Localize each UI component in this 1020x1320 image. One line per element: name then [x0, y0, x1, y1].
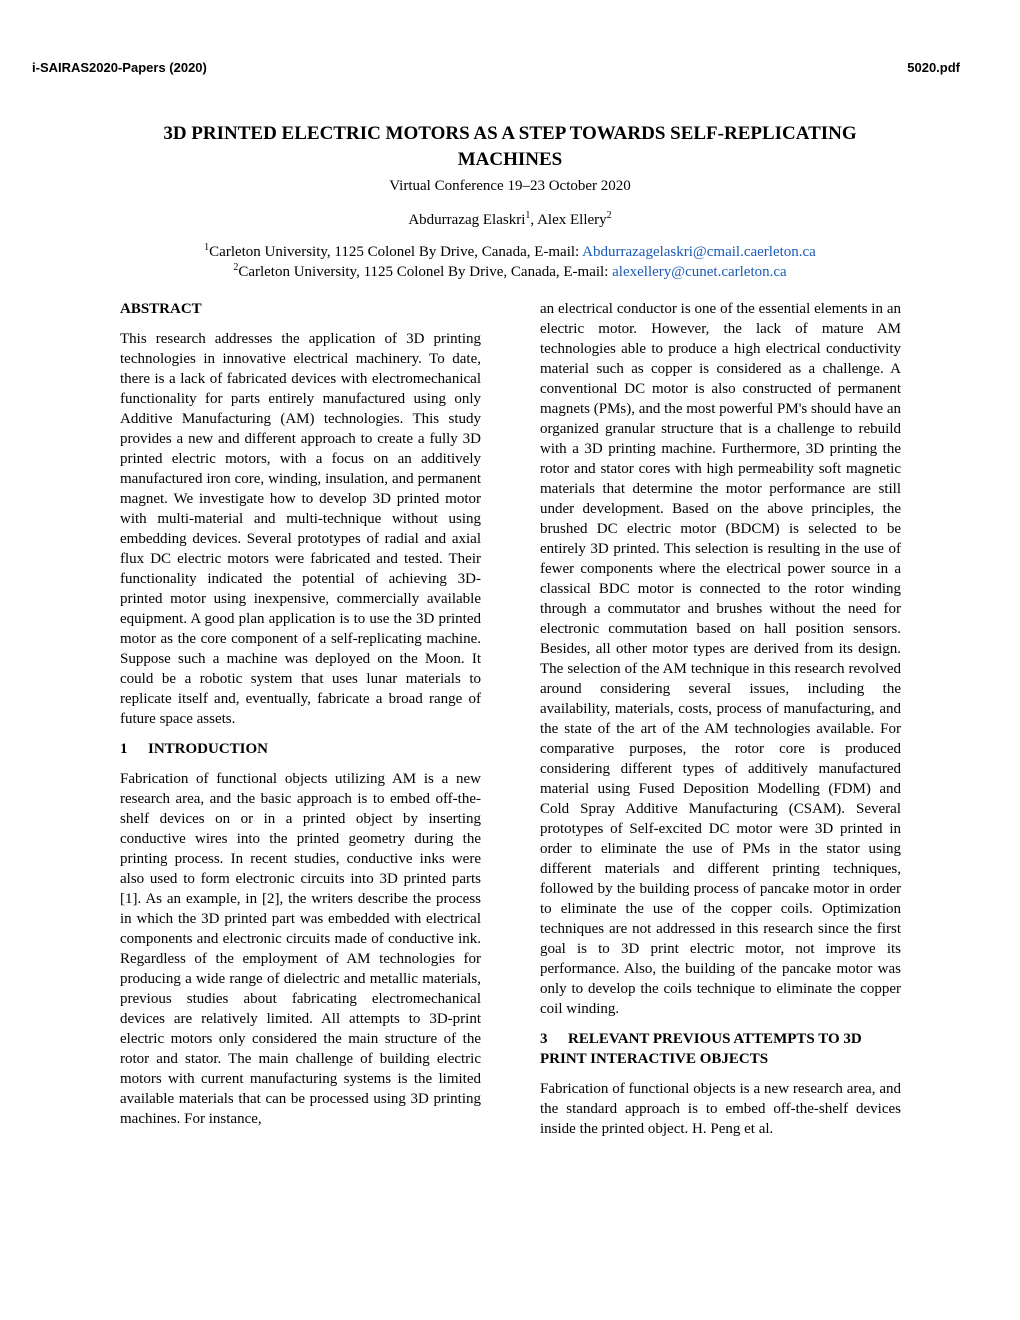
abstract-text: This research addresses the application of 3D printing technologies in innovative electrical machinery. To date, there is a lack of fabricated devices with electromechanical functionality for parts entirely manufactured using only Additive Manufacturing (AM) technologies. This study provides a new and different approach to create a fully 3D printed electric motors, with a focus on an additively manufactured iron core, winding, insulation, and permanent magnet. We investigate how to develop 3D printed motor with multi-material and multi-technique without using embedding devices. Several prototypes of radial and axial flux DC electric motors were fabricated and tested. Their functionality indicated the potential of achieving 3D-printed motor using inexpensive, commercially available equipment. A good plan application is to use the 3D printed motor as the core component of a self-replicating machine. Suppose such a machine was deployed on the Moon. It could be a robotic system that uses lunar materials to replicate itself and, eventually, fabricate a broad range of future space assets.	[120, 331, 481, 727]
affiliation-1-email[interactable]: Abdurrazagelaskri@cmail.caerleton.ca	[582, 244, 816, 260]
introduction-heading	[120, 739, 481, 759]
left-column	[120, 299, 481, 1129]
section3-heading	[540, 1029, 901, 1069]
introduction-title: INTRODUCTION	[148, 741, 269, 757]
affiliation-1-sup: 1	[204, 242, 210, 253]
conference-line: Virtual Conference 19–23 October 2020	[389, 178, 631, 194]
affiliation-1-text: Carleton University, 1125 Colonel By Drive, Canada, E-mail:	[209, 244, 583, 260]
author-1-sup: 1	[525, 210, 531, 221]
section3-text: Fabrication of functional objects is a new research area, and the standard approach is to embed off-the-shelf devices inside the printed object. H. Peng et al.	[540, 1081, 901, 1137]
affiliation-2	[110, 262, 910, 281]
section3-number: 3	[540, 1031, 548, 1047]
paper-title: 3D PRINTED ELECTRIC MOTORS AS A STEP TOWARDS SELF-REPLICATING MACHINES	[163, 123, 857, 170]
affiliation-1	[110, 242, 910, 261]
introduction-text-right: an electrical conductor is one of the essential elements in an electric motor. However, the lack of mature AM technologies able to produce a high electrical conductivity material such as copper is considered as a challenge. A conventional DC motor is also constructed of permanent magnets (PMs), and the most powerful PM's should have an organized granular structure that is a challenge to rebuild with a 3D printing machine. Furthermore, 3D printing the rotor and stator cores with high permeability soft magnetic materials that determine the motor performance are still under development. Based on the above principles, the brushed DC electric motor (BDCM) is selected to be entirely 3D printed. This selection is resulting in the use of fewer components where the electrical power source in a classical BDC motor is connected to the rotor winding through a commutator and brushes without the need for electronic commutation based on hall position sensors. Besides, all other motor types are derived from its design. The selection of the AM technique in this research revolved around considering several issues, including the availability, materials, costs, process of manufacturing, and the state of the art of the AM technologies available. For comparative purposes, the rotor core is produced considering different types of additively manufactured material using Fused Deposition Modelling (FDM) and Cold Spray Additive Manufacturing (CSAM). Several prototypes of Self-excited DC motor were 3D printed in order to eliminate the use of PMs in the stator using different materials and different printing techniques, followed by the building process of pancake motor in order to eliminate the use of the copper coils. Optimization techniques are not addressed in this research since the first goal is to 3D print electric motor, not improve its performance. Also, the building of the pancake motor was only to develop the coils technique to eliminate the copper coil winding.	[540, 301, 901, 1017]
right-column	[540, 299, 901, 1139]
author-line	[110, 210, 910, 229]
author-2: Alex Ellery	[537, 212, 607, 228]
author-2-sup: 2	[606, 210, 612, 221]
author-1: Abdurrazag Elaskri	[408, 212, 526, 228]
introduction-text-left: Fabrication of functional objects utilizing AM is a new research area, and the basic approach is to embed off-the-shelf devices on or in a printed object by inserting conductive wires into the printed geometry during the printing process. In recent studies, conductive inks were also used to form electronic circuits into 3D printed parts [1]. As an example, in [2], the writers describe the process in which the 3D printed part was embedded with electrical components and electronic circuits made of conductive ink. Regardless of the employment of AM technologies for producing a wide range of dielectric and metallic materials, previous studies about fabricating electromechanical devices are relatively limited. All attempts to 3D-print electric motors only considered the main structure of the rotor and stator. The main challenge of building electric motors with current manufacturing systems is the limited available materials that can be processed using 3D printing machines. For instance,	[120, 771, 481, 1127]
section3-title: RELEVANT PREVIOUS ATTEMPTS TO 3D PRINT INTERACTIVE OBJECTS	[540, 1031, 862, 1067]
running-header-right: 5020.pdf	[907, 60, 960, 75]
introduction-number: 1	[120, 741, 128, 757]
abstract-heading: ABSTRACT	[120, 301, 202, 317]
affiliation-2-sup: 2	[233, 262, 239, 273]
author-separator: ,	[530, 212, 538, 228]
running-header-left: i-SAIRAS2020-Papers (2020)	[32, 60, 207, 75]
affiliation-2-email[interactable]: alexellery@cunet.carleton.ca	[612, 264, 787, 280]
affiliation-2-text: Carleton University, 1125 Colonel By Drive, Canada, E-mail:	[238, 264, 613, 280]
